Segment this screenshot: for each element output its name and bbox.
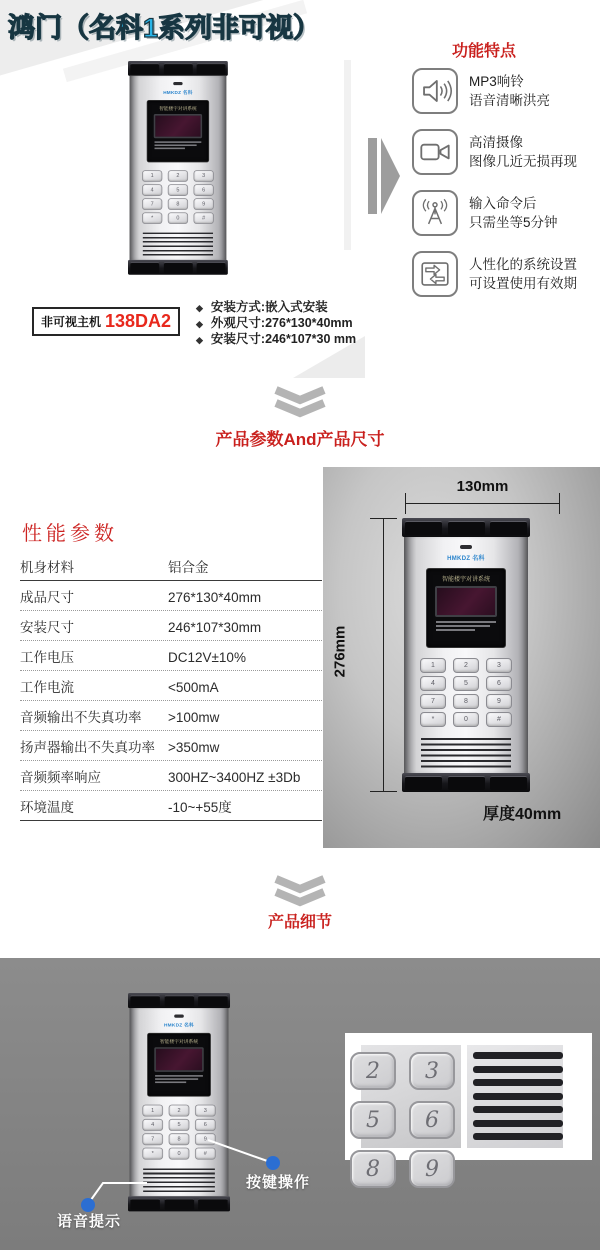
- table-row: [20, 761, 322, 791]
- feature-item-camera: [412, 129, 577, 175]
- diamond-bullet-icon: ◆: [196, 319, 203, 329]
- keypad-key: 7: [142, 198, 162, 210]
- keypad-key: 5: [169, 1119, 190, 1131]
- arrow-right-icon: [381, 138, 400, 214]
- list-item: [196, 301, 356, 315]
- table-row: [20, 701, 322, 731]
- spec-value: DC12V±10%: [168, 650, 246, 665]
- spec-label: 工作电流: [20, 680, 74, 695]
- device-bottom-cap: [128, 260, 228, 275]
- keypad-key: *: [142, 212, 162, 224]
- antenna-icon: [412, 190, 458, 236]
- keypad-key: 7: [420, 694, 446, 709]
- spec-label: 音频频率响应: [20, 770, 101, 785]
- spec-label: 扬声器输出不失真功率: [20, 740, 155, 755]
- feature-item-mp3: [412, 68, 577, 114]
- keypad-key: 5: [350, 1101, 396, 1139]
- callout-voice-label: 语音提示: [57, 1213, 122, 1230]
- feature-line2: 语音清晰洪亮: [469, 93, 550, 108]
- intercom-photo-dimensions: [402, 518, 530, 792]
- device-display-panel: [426, 568, 506, 648]
- speaker-grille: [143, 233, 213, 258]
- brand-logo: HMKDZ 名科: [447, 556, 485, 562]
- table-row: [20, 791, 322, 821]
- device-keypad: [142, 170, 214, 224]
- spec-value: 246*107*30mm: [168, 620, 262, 635]
- list-item: [196, 333, 356, 347]
- keypad-key: *: [420, 712, 446, 727]
- panel-title: 智能楼宇对讲系统: [159, 1040, 199, 1045]
- bullet-text: 安装方式:嵌入式安装: [210, 300, 328, 314]
- device-keypad: [420, 658, 512, 727]
- depth-dimension-label: 厚度40mm: [483, 806, 562, 823]
- spec-value: >350mw: [168, 740, 220, 755]
- install-specs-list: [196, 301, 356, 349]
- spec-value: <500mA: [168, 680, 219, 695]
- feature-line1: 输入命令后: [469, 195, 537, 211]
- keypad-key: 5: [168, 184, 188, 196]
- spec-value: >100mw: [168, 710, 220, 725]
- model-code: 138DA2: [105, 311, 172, 331]
- keypad-closeup-photo: [361, 1045, 461, 1182]
- keypad-key: 6: [194, 184, 214, 196]
- table-row: [20, 731, 322, 761]
- feature-line1: MP3响铃: [469, 73, 524, 89]
- keypad-key: 2: [169, 1105, 190, 1117]
- table-row: [20, 671, 322, 701]
- keypad-key: 9: [195, 1133, 216, 1145]
- specs-table: [20, 551, 322, 821]
- keypad-key: 4: [142, 1119, 163, 1131]
- callout-keypad-label: 按键操作: [246, 1174, 311, 1191]
- grille-closeup-photo: [467, 1045, 563, 1148]
- bullet-text: 安装尺寸:246*107*30 mm: [210, 332, 357, 346]
- spec-value: -10~+55度: [168, 800, 232, 815]
- section-heading-details: 产品细节: [267, 914, 332, 931]
- spec-label: 安装尺寸: [20, 620, 74, 635]
- speaker-icon: [412, 68, 458, 114]
- feature-line1: 人性化的系统设置: [469, 256, 577, 272]
- background-strip-decoration: [344, 60, 351, 250]
- section-heading-params: 产品参数And产品尺寸: [215, 430, 385, 449]
- keypad-key: 0: [168, 212, 188, 224]
- keypad-key: 3: [194, 170, 214, 182]
- feature-line2: 图像几近无损再现: [469, 154, 577, 169]
- lcd-screen: [435, 586, 497, 617]
- panel-title: 智能楼宇对讲系统: [159, 107, 197, 112]
- keypad-key: 7: [142, 1133, 163, 1145]
- list-item: [196, 317, 356, 331]
- keypad-key: 2: [350, 1052, 396, 1090]
- instruction-lines: [148, 141, 209, 148]
- keypad-closeup-grid: [350, 1052, 455, 1188]
- feature-text: [469, 194, 558, 232]
- device-mic: [460, 545, 472, 549]
- detail-photo-card: [345, 1033, 592, 1182]
- keypad-key: 3: [486, 658, 512, 673]
- keypad-key: 0: [453, 712, 479, 727]
- feature-line2: 可设置使用有效期: [469, 276, 577, 291]
- keypad-key: *: [142, 1148, 163, 1160]
- spec-label: 工作电压: [20, 650, 74, 665]
- keypad-key: 9: [194, 198, 214, 210]
- device-top-cap: [402, 518, 530, 537]
- features-list: [412, 68, 577, 312]
- height-dimension-label: 276mm: [331, 625, 349, 678]
- keypad-key: 1: [420, 658, 446, 673]
- keypad-key: 3: [195, 1105, 216, 1117]
- feature-text: [469, 133, 577, 171]
- height-dimension-line: [383, 518, 384, 792]
- brand-logo: HMKDZ 名科: [163, 1023, 195, 1029]
- keypad-key: 8: [453, 694, 479, 709]
- lcd-screen: [154, 114, 202, 138]
- arrow-decoration-bar: [368, 138, 377, 214]
- instruction-lines: [427, 621, 505, 631]
- width-dimension-line: [405, 503, 560, 504]
- device-top-cap: [128, 61, 228, 76]
- keypad-key: #: [194, 212, 214, 224]
- feature-item-settings: [412, 251, 577, 297]
- keypad-key: 3: [409, 1052, 455, 1090]
- settings-arrows-icon: [412, 251, 458, 297]
- keypad-key: 1: [142, 1105, 163, 1117]
- features-heading: 功能特点: [452, 43, 517, 60]
- device-body: [130, 76, 227, 260]
- intercom-photo-main: [128, 61, 228, 275]
- spec-label: 环境温度: [20, 800, 74, 815]
- device-mic: [173, 82, 182, 85]
- keypad-key: 1: [142, 170, 162, 182]
- spec-label: 音频输出不失真功率: [20, 710, 142, 725]
- device-body: [404, 537, 528, 773]
- keypad-key: 8: [168, 198, 188, 210]
- table-row: [20, 551, 322, 581]
- feature-text: [469, 255, 577, 293]
- spec-label: 成品尺寸: [20, 590, 74, 605]
- camera-icon: [412, 129, 458, 175]
- keypad-key: #: [486, 712, 512, 727]
- width-dimension-label: 130mm: [456, 478, 509, 495]
- specs-heading: 性能参数: [22, 523, 118, 545]
- keypad-key: 4: [142, 184, 162, 196]
- feature-text: [469, 72, 550, 110]
- page-title: 鸿门（名科1系列非可视）: [8, 13, 321, 43]
- dimension-panel: [323, 467, 600, 848]
- keypad-key: 6: [486, 676, 512, 691]
- model-prefix: 非可视主机: [41, 315, 102, 329]
- diamond-bullet-icon: ◆: [196, 335, 203, 345]
- keypad-key: 9: [409, 1150, 455, 1188]
- feature-line2: 只需坐等5分钟: [469, 215, 558, 230]
- keypad-key: 6: [195, 1119, 216, 1131]
- spec-value: 276*130*40mm: [168, 590, 262, 605]
- panel-title: 智能楼宇对讲系统: [441, 577, 490, 583]
- keypad-key: 2: [168, 170, 188, 182]
- table-row: [20, 581, 322, 611]
- keypad-key: 6: [409, 1101, 455, 1139]
- keypad-key: 5: [453, 676, 479, 691]
- diamond-bullet-icon: ◆: [196, 303, 203, 313]
- keypad-key: 8: [169, 1133, 190, 1145]
- double-chevron-down-icon: [273, 386, 327, 420]
- table-row: [20, 611, 322, 641]
- keypad-key: 0: [169, 1148, 190, 1160]
- brand-logo: HMKDZ 名科: [163, 90, 193, 96]
- device-bottom-cap: [402, 773, 530, 792]
- spec-label: 机身材料: [20, 560, 74, 575]
- feature-line1: 高清摄像: [469, 134, 523, 150]
- model-label-box: [32, 307, 180, 336]
- bullet-text: 外观尺寸:276*130*40mm: [210, 316, 353, 330]
- keypad-key: 2: [453, 658, 479, 673]
- spec-value: 300HZ~3400HZ ±3Db: [168, 770, 301, 785]
- keypad-key: #: [195, 1148, 216, 1160]
- feature-item-command: [412, 190, 577, 236]
- speaker-grille: [421, 738, 511, 770]
- keypad-key: 8: [350, 1150, 396, 1188]
- spec-value: 铝合金: [168, 560, 209, 575]
- double-chevron-down-icon: [273, 875, 327, 909]
- device-display-panel: [147, 100, 209, 162]
- keypad-key: 4: [420, 676, 446, 691]
- table-row: [20, 641, 322, 671]
- keypad-key: 9: [486, 694, 512, 709]
